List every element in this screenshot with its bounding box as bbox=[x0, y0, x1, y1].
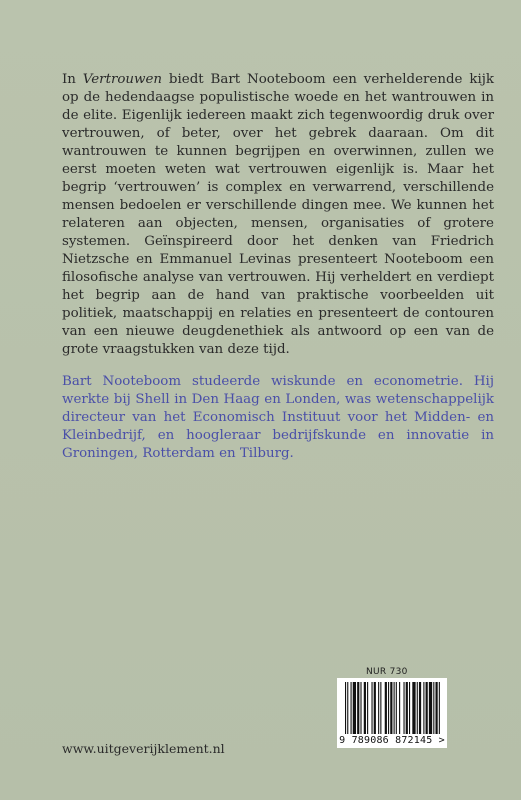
barcode-bar bbox=[388, 682, 389, 734]
barcode-bar bbox=[394, 682, 395, 734]
isbn-barcode bbox=[337, 678, 447, 748]
barcode-bar bbox=[378, 682, 379, 734]
isbn-number: 9 789086 872145 > bbox=[339, 735, 445, 746]
barcode-bar bbox=[371, 682, 372, 734]
barcode-bar bbox=[364, 682, 366, 734]
barcode-bar bbox=[351, 682, 352, 734]
barcode-bar bbox=[439, 682, 440, 734]
barcode-bar bbox=[385, 682, 387, 734]
barcode-bar bbox=[423, 682, 424, 734]
barcode-bar bbox=[367, 682, 368, 734]
barcode-bar bbox=[390, 682, 392, 734]
book-title-italic: Vertrouwen bbox=[82, 72, 163, 87]
barcode-bar bbox=[412, 682, 415, 734]
author-bio: Bart Nooteboom studeerde wiskunde en econometrie. Hij werkte bij Shell in Den Haag en Londen, was wetenschappelijk directeur van het Economisch Instituut voor het Midden- en Kleinbedrijf, en hoogleraar bedrijfskunde en innovatie in Groningen, Rotterdam en Tilburg. bbox=[62, 374, 494, 461]
barcode-bar bbox=[426, 682, 428, 734]
barcode-bar bbox=[403, 682, 404, 734]
barcode-bar bbox=[429, 682, 432, 734]
barcode-bar bbox=[406, 682, 408, 734]
barcode-bar bbox=[357, 682, 359, 734]
barcode-bar bbox=[360, 682, 361, 734]
barcode-bar bbox=[396, 682, 397, 734]
publisher-website: www.uitgeverijklement.nl bbox=[62, 741, 225, 756]
blurb-intro: In bbox=[62, 72, 83, 87]
barcode-bar bbox=[409, 682, 410, 734]
barcode-bar bbox=[353, 682, 356, 734]
blurb-text: biedt Bart Nooteboom een verhelderende kijk op de hedendaagse populistische woede en het wantrouwen in de elite. Eigenlijk iedereen maakt zich tegenwoordig druk over vertrouwen, of beter, over het gebrek daaraan. Om dit wantrouwen te kunnen begrijpen en overwinnen, zullen we eerst moeten weten wat vertrouwen eigenlijk is. Maar het begrip ‘vertrouwen’ is complex en verwarrend, verschillende mensen bedoelen er verschillende dingen mee. We kunnen het relateren aan objecten, mensen, organisaties of grotere systemen. Geïnspireerd door het denken van Friedrich Nietzsche en Emmanuel Levinas presenteert Nooteboom een filosofische analyse van vertrouwen. Hij verheldert en verdiept het begrip aan de hand van praktische voorbeelden uit politiek, maatschappij en relaties en presenteert de contouren van een nieuwe deugdenethiek als antwoord op een van de grote vraagstukken van deze tijd. bbox=[62, 72, 494, 357]
barcode-bar bbox=[417, 682, 418, 734]
barcode-bars bbox=[345, 682, 441, 734]
book-blurb bbox=[62, 71, 494, 359]
barcode-bar bbox=[374, 682, 376, 734]
barcode-bar bbox=[380, 682, 381, 734]
barcode-bar bbox=[433, 682, 434, 734]
barcode-bar bbox=[345, 682, 346, 734]
nur-code: NUR 730 bbox=[366, 667, 408, 677]
barcode-bar bbox=[419, 682, 421, 734]
barcode-bar bbox=[347, 682, 348, 734]
barcode-bar bbox=[435, 682, 437, 734]
barcode-bar bbox=[399, 682, 400, 734]
